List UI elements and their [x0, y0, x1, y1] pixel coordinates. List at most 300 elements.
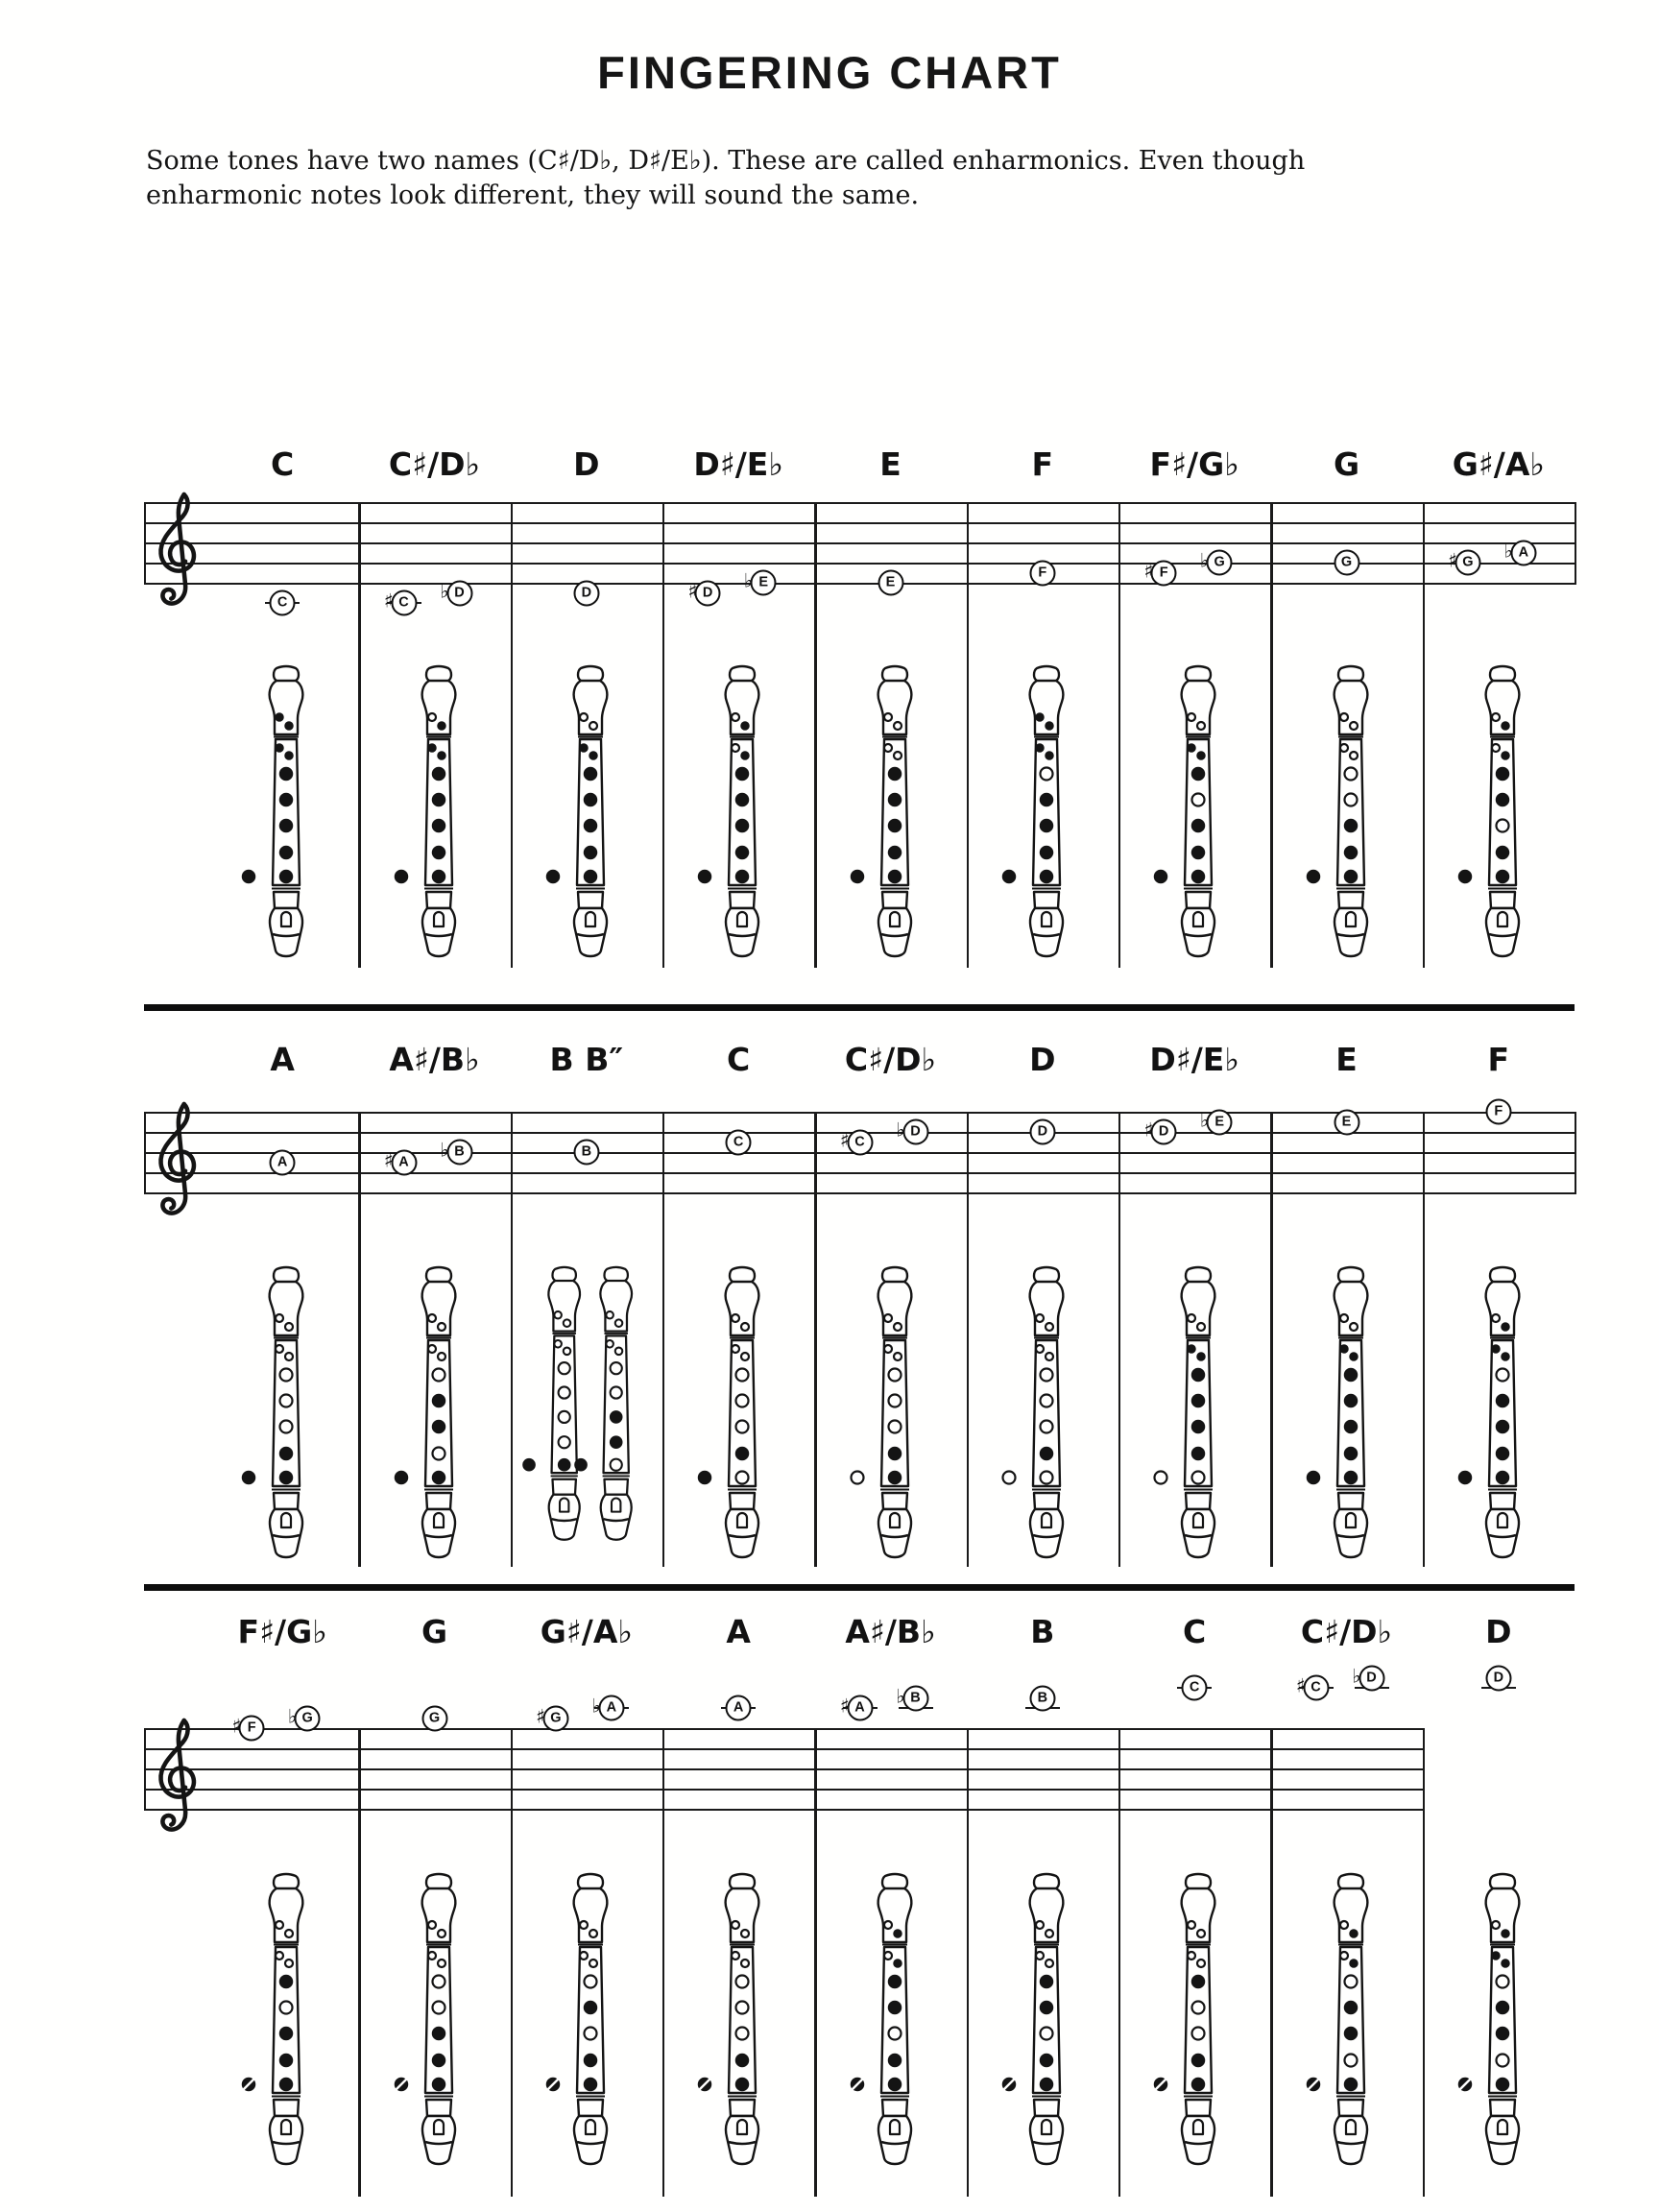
hole-6a	[1340, 1345, 1348, 1353]
recorder-window	[1042, 1513, 1051, 1527]
hole-7a	[580, 713, 588, 721]
thumb-hole	[1458, 871, 1471, 883]
hole-7a	[884, 1314, 892, 1322]
hole-6b	[1046, 752, 1053, 759]
hole-6b	[1350, 1960, 1358, 1967]
hole-7a	[1036, 713, 1044, 721]
note-circle: C	[847, 1129, 873, 1155]
recorder-window	[612, 1499, 620, 1512]
note-label: D♯/E♭	[1149, 1041, 1239, 1078]
hole-6a	[884, 744, 892, 752]
hole-6b	[1197, 752, 1205, 759]
hole-3	[1192, 1421, 1205, 1433]
hole-4	[432, 794, 445, 806]
note-circle: G	[1207, 550, 1233, 576]
hole-2	[280, 1448, 293, 1460]
recorder-body	[729, 739, 756, 885]
flat-accidental: ♭	[1352, 1664, 1361, 1688]
hole-2	[888, 1448, 901, 1460]
thumb-hole	[523, 1459, 535, 1471]
hole-4	[1040, 2002, 1052, 2014]
hole-6b	[1046, 1353, 1053, 1360]
thumb-hole	[395, 1472, 407, 1484]
hole-7b	[1046, 1930, 1053, 1937]
hole-7b	[1046, 722, 1053, 730]
note-circle: C	[391, 590, 417, 616]
hole-7b	[615, 1319, 623, 1327]
hole-4	[280, 1395, 293, 1407]
note-label: B B″	[549, 1041, 624, 1078]
recorder-window	[1498, 912, 1507, 926]
treble-clef-icon	[148, 1096, 207, 1225]
hole-2	[1192, 847, 1205, 859]
recorder-diagram	[994, 664, 1080, 962]
note-label: C♯/D♭	[1300, 1613, 1393, 1650]
hole-2	[736, 2055, 749, 2067]
recorder-diagram	[842, 1872, 928, 2170]
note-circle: E	[1207, 1109, 1233, 1135]
column-divider	[814, 1112, 816, 1567]
note-label: C	[271, 445, 295, 483]
hole-6a	[732, 1952, 739, 1960]
hole-4	[1192, 2002, 1205, 2014]
flat-accidental: ♭	[1503, 539, 1513, 563]
sharp-accidental: ♯	[1143, 559, 1154, 583]
intro-line-1: Some tones have two names (C♯/D♭, D♯/E♭). These are called enharmonics. Even though	[146, 146, 1306, 176]
recorder-window	[1346, 1513, 1356, 1527]
note-circle: A	[391, 1149, 417, 1175]
note-circle: F	[239, 1716, 265, 1742]
hole-5	[1344, 768, 1357, 781]
hole-3	[432, 1421, 445, 1433]
hole-1	[736, 871, 749, 883]
hole-2	[584, 2055, 596, 2067]
recorder-body	[577, 1947, 604, 2093]
note-label: D	[573, 445, 600, 483]
hole-2	[432, 847, 445, 859]
hole-3	[888, 2028, 901, 2040]
note-label: C♯/D♭	[388, 445, 481, 483]
hole-1	[1496, 2079, 1508, 2091]
hole-1	[1344, 871, 1357, 883]
hole-2	[1344, 847, 1357, 859]
recorder-diagram	[386, 1872, 472, 2170]
hole-5	[1344, 1976, 1357, 1988]
hole-7b	[1197, 1930, 1205, 1937]
recorder-body	[1489, 1340, 1516, 1486]
column-divider	[358, 1112, 360, 1567]
recorder-diagram	[1450, 1872, 1536, 2170]
hole-1	[888, 2079, 901, 2091]
thumb-hole	[851, 1472, 863, 1484]
hole-3	[280, 2028, 293, 2040]
hole-7b	[741, 1323, 749, 1331]
recorder-window	[1346, 2120, 1356, 2134]
recorder-diagram	[1298, 1265, 1384, 1563]
hole-3	[736, 2028, 749, 2040]
hole-7b	[741, 1930, 749, 1937]
recorder-window	[890, 912, 900, 926]
hole-4	[280, 2002, 293, 2014]
recorder-body	[1033, 1947, 1060, 2093]
recorder-body	[881, 1340, 908, 1486]
sharp-accidental: ♯	[383, 1148, 394, 1172]
hole-1	[280, 2079, 293, 2091]
note-circle: G	[295, 1705, 321, 1731]
recorder-body	[1489, 1947, 1516, 2093]
staff-line	[144, 1748, 1423, 1750]
hole-7a	[1492, 1314, 1500, 1322]
column-divider	[967, 502, 969, 968]
hole-1	[1040, 2079, 1052, 2091]
note-circle: G	[542, 1705, 568, 1731]
note-circle: G	[421, 1705, 447, 1731]
hole-2	[432, 1448, 445, 1460]
recorder-diagram	[994, 1265, 1080, 1563]
hole-5	[1496, 768, 1508, 781]
recorder-window	[890, 1513, 900, 1527]
note-label: F	[1487, 1041, 1510, 1078]
hole-5	[1496, 1976, 1508, 1988]
hole-3	[610, 1411, 621, 1423]
hole-6a	[1492, 1952, 1500, 1960]
hole-6a	[1492, 1345, 1500, 1353]
flat-accidental: ♭	[440, 1138, 449, 1162]
recorder-diagram	[842, 664, 928, 962]
hole-6a	[428, 1952, 436, 1960]
column-divider	[358, 502, 360, 968]
note-circle: D	[695, 580, 721, 606]
hole-7b	[1046, 1323, 1053, 1331]
hole-2	[1192, 1448, 1205, 1460]
staff-line	[144, 1768, 1423, 1770]
recorder-diagram	[689, 664, 776, 962]
hole-2	[1496, 2055, 1508, 2067]
hole-5	[1344, 1369, 1357, 1382]
hole-7b	[438, 722, 445, 730]
hole-5	[280, 1369, 293, 1382]
sharp-accidental: ♯	[1143, 1118, 1154, 1142]
column-divider	[662, 1112, 664, 1567]
hole-6b	[894, 1353, 902, 1360]
recorder-diagram	[538, 1872, 624, 2170]
thumb-hole	[575, 1459, 587, 1471]
hole-4	[1344, 794, 1357, 806]
thumb-hole	[1002, 1472, 1015, 1484]
hole-5	[1496, 1369, 1508, 1382]
hole-3	[736, 820, 749, 832]
note-label: G♯/A♭	[540, 1613, 633, 1650]
hole-3	[736, 1421, 749, 1433]
thumb-hole	[1155, 1472, 1167, 1484]
hole-1	[610, 1459, 621, 1471]
recorder-body	[425, 1340, 452, 1486]
hole-7a	[1492, 713, 1500, 721]
hole-7b	[1197, 722, 1205, 730]
note-circle: E	[1334, 1109, 1359, 1135]
recorder-body	[1185, 1947, 1212, 2093]
thumb-hole	[1307, 871, 1319, 883]
column-divider	[1118, 1728, 1120, 2197]
staff-left-bar	[144, 1112, 146, 1194]
hole-6a	[884, 1345, 892, 1353]
hole-7b	[1350, 1323, 1358, 1331]
hole-5	[888, 1976, 901, 1988]
hole-3	[1496, 1421, 1508, 1433]
hole-7b	[589, 722, 597, 730]
recorder-diagram	[1450, 1265, 1536, 1563]
recorder-body	[729, 1340, 756, 1486]
note-circle: C	[270, 590, 296, 616]
note-circle: B	[573, 1140, 599, 1166]
hole-6b	[1197, 1353, 1205, 1360]
thumb-hole	[243, 1472, 255, 1484]
note-label: A♯/B♭	[845, 1613, 936, 1650]
note-label: A♯/B♭	[389, 1041, 480, 1078]
hole-5	[584, 1976, 596, 1988]
recorder-window	[1193, 2120, 1203, 2134]
hole-6b	[1502, 1353, 1509, 1360]
note-circle: E	[751, 570, 777, 596]
recorder-body	[273, 1947, 300, 2093]
hole-7b	[1197, 1323, 1205, 1331]
hole-4	[1496, 2002, 1508, 2014]
hole-6b	[741, 1353, 749, 1360]
note-label: E	[1335, 1041, 1358, 1078]
sharp-accidental: ♯	[839, 1128, 850, 1152]
hole-5	[610, 1362, 621, 1374]
hole-7b	[1502, 1930, 1509, 1937]
hole-6a	[732, 744, 739, 752]
note-circle: C	[726, 1129, 752, 1155]
thumb-hole	[1002, 871, 1015, 883]
hole-1	[584, 2079, 596, 2091]
hole-7a	[732, 1921, 739, 1929]
page-title: FINGERING CHART	[597, 47, 1062, 98]
flat-accidental: ♭	[591, 1694, 601, 1718]
hole-6a	[276, 1345, 283, 1353]
recorder-window	[1498, 2120, 1507, 2134]
sharp-accidental: ♯	[383, 589, 394, 613]
treble-clef-icon	[148, 487, 207, 615]
recorder-body	[273, 739, 300, 885]
thumb-hole	[851, 871, 863, 883]
hole-6a	[554, 1340, 562, 1348]
note-label: E	[879, 445, 902, 483]
note-circle: B	[1029, 1685, 1055, 1711]
recorder-diagram	[386, 1265, 472, 1563]
recorder-body	[1033, 739, 1060, 885]
recorder-body	[881, 739, 908, 885]
hole-4	[432, 2002, 445, 2014]
recorder-window	[1498, 1513, 1507, 1527]
hole-6b	[615, 1348, 623, 1356]
flat-accidental: ♭	[896, 1684, 905, 1708]
note-label: G	[421, 1613, 448, 1650]
hole-1	[1192, 1472, 1205, 1484]
hole-4	[1192, 794, 1205, 806]
note-circle: D	[573, 580, 599, 606]
staff-left-bar	[144, 502, 146, 585]
hole-6b	[1197, 1960, 1205, 1967]
recorder-body	[273, 1340, 300, 1486]
hole-2	[610, 1436, 621, 1448]
hole-7b	[1350, 722, 1358, 730]
hole-4	[736, 794, 749, 806]
hole-6b	[741, 752, 749, 759]
recorder-window	[1193, 912, 1203, 926]
note-circle: F	[1485, 1099, 1511, 1125]
hole-6a	[428, 744, 436, 752]
hole-3	[888, 1421, 901, 1433]
hole-7b	[1502, 1323, 1509, 1331]
hole-7b	[438, 1323, 445, 1331]
hole-7b	[1502, 722, 1509, 730]
column-divider	[1423, 502, 1425, 968]
hole-1	[1040, 871, 1052, 883]
hole-3	[432, 820, 445, 832]
recorder-diagram	[566, 1265, 648, 1545]
hole-1	[1192, 871, 1205, 883]
thumb-hole	[546, 871, 559, 883]
note-label: D	[1029, 1041, 1056, 1078]
section-divider-bar	[144, 1004, 1575, 1011]
recorder-diagram	[233, 664, 320, 962]
recorder-window	[434, 2120, 444, 2134]
hole-6b	[741, 1960, 749, 1967]
flat-accidental: ♭	[743, 568, 754, 592]
note-label: G	[1333, 445, 1360, 483]
note-circle: D	[1485, 1665, 1511, 1691]
hole-7a	[1340, 1314, 1348, 1322]
recorder-diagram	[1298, 1872, 1384, 2170]
recorder-diagram	[1145, 664, 1232, 962]
recorder-body	[881, 1947, 908, 2093]
note-label: F	[1031, 445, 1054, 483]
hole-3	[1496, 2028, 1508, 2040]
recorder-window	[1346, 912, 1356, 926]
hole-4	[610, 1386, 621, 1398]
hole-6a	[1036, 1345, 1044, 1353]
hole-6b	[894, 752, 902, 759]
column-divider	[1423, 1728, 1425, 2197]
hole-7b	[285, 722, 293, 730]
recorder-diagram	[689, 1265, 776, 1563]
hole-2	[888, 2055, 901, 2067]
recorder-body	[1033, 1340, 1060, 1486]
hole-6a	[1036, 1952, 1044, 1960]
hole-6a	[276, 744, 283, 752]
thumb-hole	[1307, 1472, 1319, 1484]
note-circle: E	[878, 570, 903, 596]
hole-4	[888, 2002, 901, 2014]
column-divider	[511, 502, 513, 968]
hole-5	[432, 1976, 445, 1988]
recorder-diagram	[1145, 1265, 1232, 1563]
hole-6b	[438, 752, 445, 759]
flat-accidental: ♭	[896, 1118, 905, 1142]
hole-2	[736, 847, 749, 859]
note-circle: D	[902, 1119, 928, 1145]
hole-7b	[894, 722, 902, 730]
hole-2	[1192, 2055, 1205, 2067]
recorder-window	[1042, 912, 1051, 926]
hole-2	[1344, 1448, 1357, 1460]
hole-7a	[1188, 713, 1195, 721]
staff-left-bar	[144, 1728, 146, 1811]
note-label: A	[726, 1613, 751, 1650]
hole-6b	[1046, 1960, 1053, 1967]
column-divider	[814, 1728, 816, 2197]
hole-3	[584, 820, 596, 832]
hole-1	[584, 871, 596, 883]
hole-7a	[1492, 1921, 1500, 1929]
note-circle: F	[1029, 560, 1055, 586]
hole-4	[1040, 794, 1052, 806]
note-label: B	[1030, 1613, 1055, 1650]
hole-5	[888, 768, 901, 781]
note-circle: D	[1151, 1119, 1177, 1145]
note-label: G♯/A♭	[1452, 445, 1545, 483]
recorder-window	[1193, 1513, 1203, 1527]
hole-6a	[1188, 1345, 1195, 1353]
column-divider	[358, 1728, 360, 2197]
flat-accidental: ♭	[1199, 548, 1210, 572]
hole-6b	[285, 1353, 293, 1360]
note-circle: C	[1182, 1675, 1208, 1701]
staff-line	[144, 1809, 1423, 1811]
recorder-body	[1337, 739, 1364, 885]
note-circle: G	[1334, 550, 1359, 576]
hole-6a	[606, 1340, 613, 1348]
hole-4	[888, 794, 901, 806]
hole-7a	[884, 1921, 892, 1929]
staff-right-bar	[1575, 502, 1576, 585]
sharp-accidental: ♯	[839, 1694, 850, 1718]
hole-1	[432, 2079, 445, 2091]
column-divider	[511, 1728, 513, 2197]
hole-6a	[1188, 744, 1195, 752]
hole-2	[1344, 2055, 1357, 2067]
hole-5	[432, 768, 445, 781]
hole-4	[736, 1395, 749, 1407]
recorder-diagram	[386, 664, 472, 962]
hole-2	[1040, 2055, 1052, 2067]
hole-6b	[1350, 1353, 1358, 1360]
note-label: A	[270, 1041, 295, 1078]
note-circle: A	[847, 1695, 873, 1721]
hole-4	[432, 1395, 445, 1407]
recorder-body	[1185, 739, 1212, 885]
hole-5	[1040, 768, 1052, 781]
recorder-window	[890, 2120, 900, 2134]
thumb-hole	[699, 1472, 711, 1484]
hole-1	[280, 1472, 293, 1484]
hole-7a	[276, 1314, 283, 1322]
thumb-hole	[1458, 1472, 1471, 1484]
column-divider	[967, 1728, 969, 2197]
hole-7a	[732, 1314, 739, 1322]
hole-6a	[1188, 1952, 1195, 1960]
hole-4	[1040, 1395, 1052, 1407]
hole-6a	[884, 1952, 892, 1960]
hole-7b	[285, 1323, 293, 1331]
recorder-body	[603, 1335, 628, 1473]
hole-6b	[285, 752, 293, 759]
recorder-diagram	[994, 1872, 1080, 2170]
hole-7a	[1036, 1921, 1044, 1929]
hole-2	[1496, 1448, 1508, 1460]
